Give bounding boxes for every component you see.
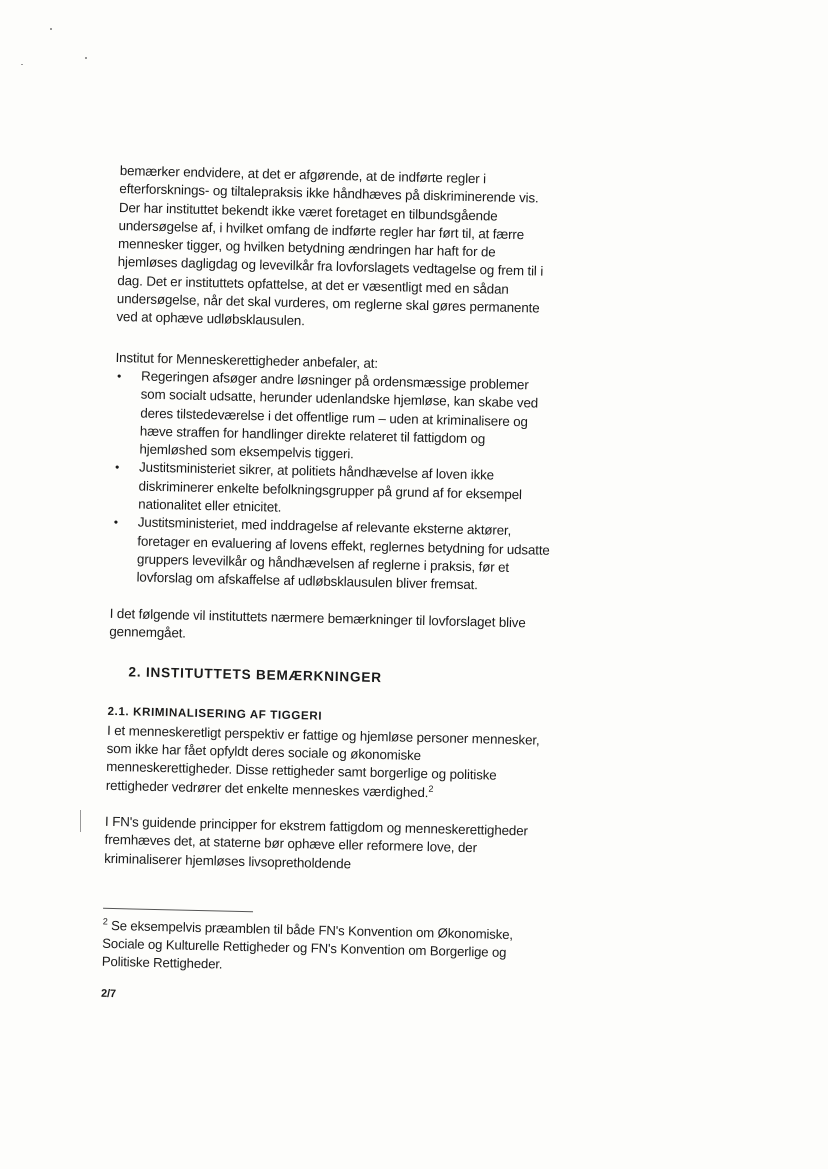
bullet-icon: • [114, 460, 120, 475]
scan-margin-mark [80, 810, 81, 832]
paragraph-human-rights [106, 722, 548, 805]
footnote [102, 917, 543, 981]
footnote-reference: 2 [428, 783, 434, 794]
bullet-icon: • [113, 515, 119, 530]
list-item [112, 458, 553, 523]
footnote-marker: 2 [102, 916, 108, 927]
recommendations-list [110, 367, 555, 596]
recommendations-intro: Institut for Menneskerettigheder anbefaler, at: [115, 349, 379, 371]
bullet-text: Regeringen afsøger andre løsninger på ordensmæssige problemer som socialt udsatte, herunder udenlandske hjemløse, kan skabe ved deres tilstedeværelse i det offentlige rum – uden at kriminalisere og hæve straffen for handlinger direkte relateret til fattigdom og hjemløshed som eksempelvis tiggeri. [139, 368, 539, 462]
footnote-text: Se eksempelvis præamblen til både FN's Konvention om Økonomiske, Sociale og Kulturelle Rettigheder og FN's Konvention om Borgerlige og Politiske Rettigheder. [101, 917, 514, 972]
scan-speck [50, 28, 52, 30]
scan-speck [85, 57, 87, 59]
paragraph-investigation: Der har instituttet bekendt ikke været foretaget en tilbundsgående undersøgelse af, i hvilket omfang de indførte regler har ført til, at færre mennesker tigger, og hvilken betydning ændringen har haft for de hjemløses dagligdag og levevilkår fra lovforslagets vedtagelse og frem til i dag. Det er instituttets opfattelse, at det er væsentligt med en sådan undersøgelse, når det skal vurderes, om reglerne skal gøres permanente ved at ophæve udløbsklausulen. [116, 199, 544, 329]
bullet-text: Justitsministeriet, med inddragelse af relevante eksterne aktører, foretager en evaluering af lovens effekt, reglernes betydning for udsatte gruppers levevilkår og håndhævelsen af reglerne i praksis, før et lovforslag om afskaffelse af udløbsklausulen bliver fremsat. [136, 514, 550, 593]
list-item [110, 513, 552, 596]
footnote-divider [103, 908, 253, 912]
bullet-icon: • [116, 368, 122, 384]
document-body [101, 162, 560, 1013]
scan-speck [21, 64, 23, 65]
section-heading: 2. INSTITUTTETS BEMÆRKNINGER [128, 664, 383, 686]
paragraph-intro: bemærker endvidere, at det er afgørende, at de indførte regler i efterforsknings- og tiltalepraksis ikke håndhæves på diskriminerende vis. [119, 162, 539, 206]
page-number: 2/7 [100, 987, 117, 1000]
list-item [113, 367, 555, 468]
bullet-text: Justitsministeriet sikrer, at politiets håndhævelse af loven ikke diskriminerer enkelte befolkningsgrupper på grund af for eksempel nationalitet eller etnicitet. [138, 459, 522, 515]
subsection-heading: 2.1. KRIMINALISERING AF TIGGERI [107, 705, 323, 724]
paragraph-transition: I det følgende vil instituttets nærmere bemærkninger til lovforslaget blive gennemgået. [109, 605, 526, 641]
paragraph-un-principles: I FN's guidende principper for ekstrem fattigdom og menneskerettigheder fremhæves det, at staterne bør ophæve eller reformere love, der kriminaliserer hjemløses livsopretholdende [104, 813, 528, 871]
paragraph-human-rights-text: I et menneskeretligt perspektiv er fattige og hjemløse personer mennesker, som ikke har fået opfyldt deres sociale og økonomiske menneskerettigheder. Disse rettigheder samt borgerlige og politiske rettigheder vedrører det enkelte menneskes værdighed. [105, 722, 540, 800]
